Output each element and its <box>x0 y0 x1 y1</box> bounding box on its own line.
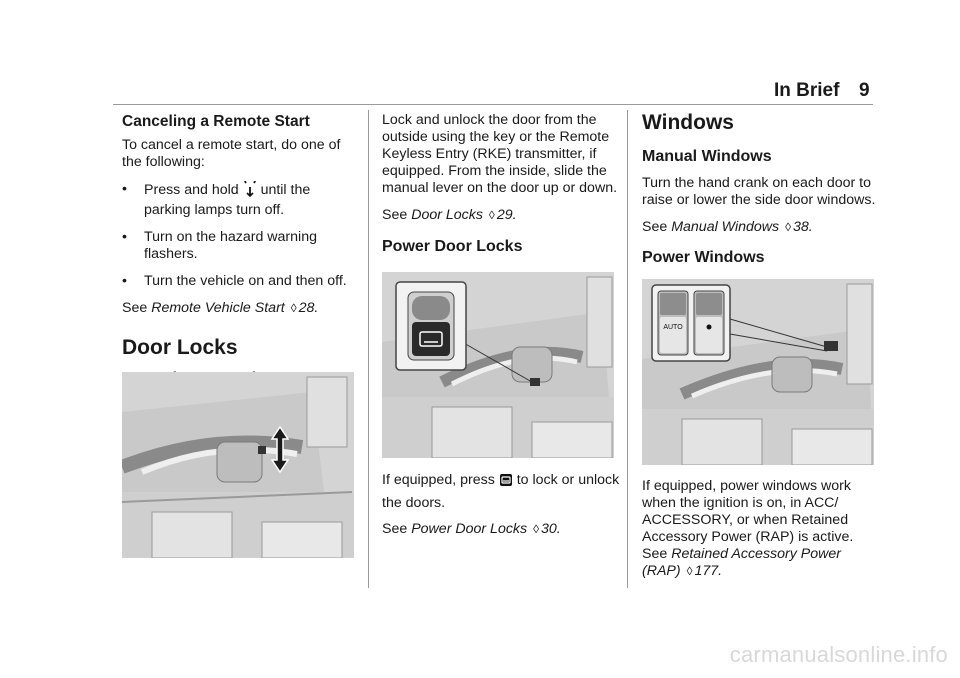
door-lock-icon <box>499 473 513 493</box>
xref-page[interactable]: 177. <box>694 563 723 579</box>
see-reference: See Door Locks ◊ 29. <box>382 207 517 223</box>
power-door-lock-illustration <box>382 272 614 458</box>
xref-arrow-icon: ◊ <box>533 522 540 536</box>
column-3 <box>642 110 877 268</box>
xref-page[interactable]: 30. <box>541 521 561 537</box>
section-heading-windows: Windows <box>642 111 734 134</box>
xref-page[interactable]: 38. <box>793 219 813 235</box>
xref-arrow-icon: ◊ <box>488 208 495 222</box>
subheading-power-windows: Power Windows <box>642 249 765 266</box>
column-divider-1 <box>368 110 369 588</box>
see-reference: See Manual Windows ◊ 38. <box>642 219 813 235</box>
column-2-lower <box>382 470 620 538</box>
list-item: • Turn on the hazard warning flashers. <box>122 229 317 262</box>
intro-text: To cancel a remote start, do one of the following: <box>122 137 341 170</box>
header-divider <box>113 104 873 105</box>
xref-arrow-icon: ◊ <box>686 564 693 578</box>
xref-link[interactable]: Door Locks <box>411 207 483 223</box>
see-reference: See Power Door Locks ◊ 30. <box>382 521 561 537</box>
xref-link[interactable]: Power Door Locks <box>411 521 528 537</box>
xref-link[interactable]: Remote Vehicle Start <box>151 300 285 316</box>
manual-windows-text: Turn the hand crank on each door to raise or lower the side door windows. <box>642 175 876 208</box>
manual-lock-text: Lock and unlock the door from the outside using the key or the Remote Keyless Entry (RKE) transmitter, if equipped. From the inside, slide the manual lever on the door up or down. <box>382 112 618 196</box>
power-lock-text: If equipped, press to lock or unlock the doors. <box>382 472 620 511</box>
section-heading-door-locks: Door Locks <box>122 336 238 359</box>
xref-page[interactable]: 29. <box>496 207 517 223</box>
running-head-title: In Brief <box>774 80 840 101</box>
xref-arrow-icon: ◊ <box>785 220 791 234</box>
column-2 <box>382 112 620 257</box>
list-item: • Press and hold until the parking lamps turn off. <box>122 181 357 219</box>
auto-label: AUTO <box>663 324 683 331</box>
column-3-lower <box>642 478 877 580</box>
column-divider-2 <box>627 110 628 588</box>
power-window-illustration <box>642 279 874 465</box>
power-windows-text: If equipped, power windows work when the ignition is on, in ACC/ ACCESSORY, or when Retained Accessory Power (RAP) is active. <box>642 478 854 545</box>
heading-canceling-remote-start: Canceling a Remote Start <box>122 113 310 130</box>
page-number: 9 <box>859 80 870 101</box>
see-reference: See Retained Accessory Power (RAP) ◊ 177. <box>642 546 842 579</box>
column-1 <box>122 112 357 389</box>
xref-link[interactable]: Retained Accessory Power (RAP) <box>642 546 842 579</box>
list-item: • Turn the vehicle on and then off. <box>122 273 347 289</box>
watermark-brand: carmanualsonline.info <box>729 642 948 667</box>
remote-start-icon <box>243 181 257 202</box>
subheading-manual-windows: Manual Windows <box>642 148 772 165</box>
manual-door-lock-illustration <box>122 372 354 558</box>
see-reference: See Remote Vehicle Start ◊ 28. <box>122 300 319 316</box>
subheading-power-door-locks: Power Door Locks <box>382 238 523 255</box>
xref-page[interactable]: 28. <box>298 300 319 316</box>
xref-link[interactable]: Manual Windows <box>671 219 780 235</box>
xref-arrow-icon: ◊ <box>290 301 297 315</box>
